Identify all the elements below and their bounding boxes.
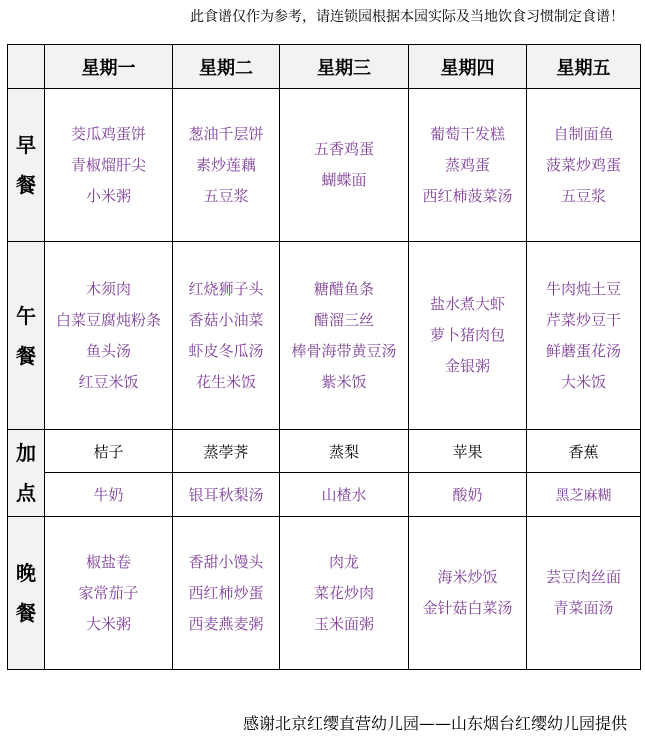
dinner-row: [8, 517, 641, 670]
dish: 菜花炒肉: [313, 583, 374, 602]
snack-fruit: 苹果: [409, 430, 527, 473]
dish: 红烧狮子头: [188, 279, 264, 298]
day-header: 星期一: [45, 45, 173, 89]
dish: 香甜小馒头: [188, 552, 264, 571]
snack-fruit: 蒸荸荠: [173, 430, 280, 473]
breakfast-row: [8, 89, 641, 242]
dish: 蝴蝶面: [321, 171, 367, 189]
day-header: 星期二: [173, 45, 280, 89]
snack-fruit: 香蕉: [527, 430, 641, 473]
snack-fruit: 蒸梨: [280, 430, 409, 473]
dish: 蒸鸡蛋: [444, 155, 490, 174]
dish: 海米炒饭: [437, 568, 498, 586]
header-row: [8, 45, 641, 89]
snack-drink-row: [8, 473, 641, 517]
dish: 香菇小油菜: [188, 310, 264, 329]
reference-note: 此食谱仅作为参考，请连锁园根据本园实际及当地饮食习惯制定食谱！: [190, 9, 624, 25]
dish: 鲜蘑蛋花汤: [545, 341, 621, 360]
dish: 菠菜炒鸡蛋: [545, 155, 621, 174]
dish: 木须肉: [85, 279, 131, 298]
menu-cell: [409, 517, 527, 670]
menu-cell: [280, 517, 409, 670]
dish: 青椒熘肝尖: [70, 155, 146, 174]
snack-drink: 黑芝麻糊: [527, 473, 641, 517]
menu-cell: [173, 242, 280, 430]
dish: 茭瓜鸡蛋饼: [70, 124, 146, 143]
dish: 白菜豆腐炖粉条: [55, 310, 161, 329]
dish: 玉米面粥: [313, 614, 374, 633]
dish: 葱油千层饼: [188, 124, 264, 143]
footer-credit: 感谢北京红缨直营幼儿园——山东烟台红缨幼儿园提供: [243, 714, 628, 733]
dish: 五豆浆: [203, 186, 249, 205]
day-header: 星期四: [409, 45, 527, 89]
menu-cell: [527, 89, 641, 242]
dish: 素炒莲藕: [195, 155, 256, 174]
menu-cell: [45, 517, 173, 670]
dish: 糖醋鱼条: [313, 279, 374, 298]
menu-cell: [527, 517, 641, 670]
dish: 紫米饭: [321, 372, 367, 391]
menu-cell: [173, 517, 280, 670]
menu-cell: [280, 89, 409, 242]
dish: 大米粥: [85, 614, 131, 633]
day-header: 星期三: [280, 45, 409, 89]
day-header: 星期五: [527, 45, 641, 89]
menu-cell: [409, 89, 527, 242]
dish: 红豆米饭: [78, 372, 139, 391]
meal-label-breakfast: 早 餐: [8, 89, 45, 242]
meal-label-snack: 加 点: [8, 430, 45, 517]
menu-cell: [409, 242, 527, 430]
menu-cell: [45, 242, 173, 430]
dish: 花生米饭: [195, 372, 256, 391]
dish: 青菜面汤: [553, 599, 614, 617]
meal-label-dinner: 晚 餐: [8, 517, 45, 670]
snack-drink: 山楂水: [280, 473, 409, 517]
snack-fruit-row: [8, 430, 641, 473]
snack-fruit: 桔子: [45, 430, 173, 473]
dish: 五香鸡蛋: [313, 140, 374, 158]
menu-cell: [527, 242, 641, 430]
snack-drink: 牛奶: [45, 473, 173, 517]
dish: 鱼头汤: [85, 341, 131, 360]
meal-label-lunch: 午 餐: [8, 242, 45, 430]
dish: 醋溜三丝: [313, 310, 374, 329]
dish: 小米粥: [85, 186, 131, 205]
dish: 盐水煮大虾: [429, 295, 505, 313]
dish: 金针菇白菜汤: [422, 599, 513, 617]
dish: 自制面鱼: [553, 124, 614, 143]
dish: 西红柿菠菜汤: [422, 186, 513, 205]
dish: 西红柿炒蛋: [188, 583, 264, 602]
dish: 大米饭: [560, 372, 606, 391]
dish: 芹菜炒豆干: [545, 310, 621, 329]
dish: 葡萄干发糕: [429, 124, 505, 143]
dish: 棒骨海带黄豆汤: [291, 341, 397, 360]
corner-cell: [8, 45, 45, 89]
snack-drink: 银耳秋梨汤: [173, 473, 280, 517]
dish: 西麦燕麦粥: [188, 614, 264, 633]
snack-drink: 酸奶: [409, 473, 527, 517]
weekly-menu-table: [7, 44, 641, 670]
dish: 金银粥: [444, 357, 490, 375]
dish: 家常茄子: [78, 583, 139, 602]
menu-cell: [280, 242, 409, 430]
dish: 牛肉炖土豆: [545, 279, 621, 298]
dish: 肉龙: [328, 552, 359, 571]
menu-cell: [45, 89, 173, 242]
menu-cell: [173, 89, 280, 242]
dish: 萝卜猪肉包: [429, 326, 505, 344]
dish: 椒盐卷: [85, 552, 131, 571]
dish: 虾皮冬瓜汤: [188, 341, 264, 360]
lunch-row: [8, 242, 641, 430]
dish: 芸豆肉丝面: [545, 568, 621, 586]
dish: 五豆浆: [560, 186, 606, 205]
